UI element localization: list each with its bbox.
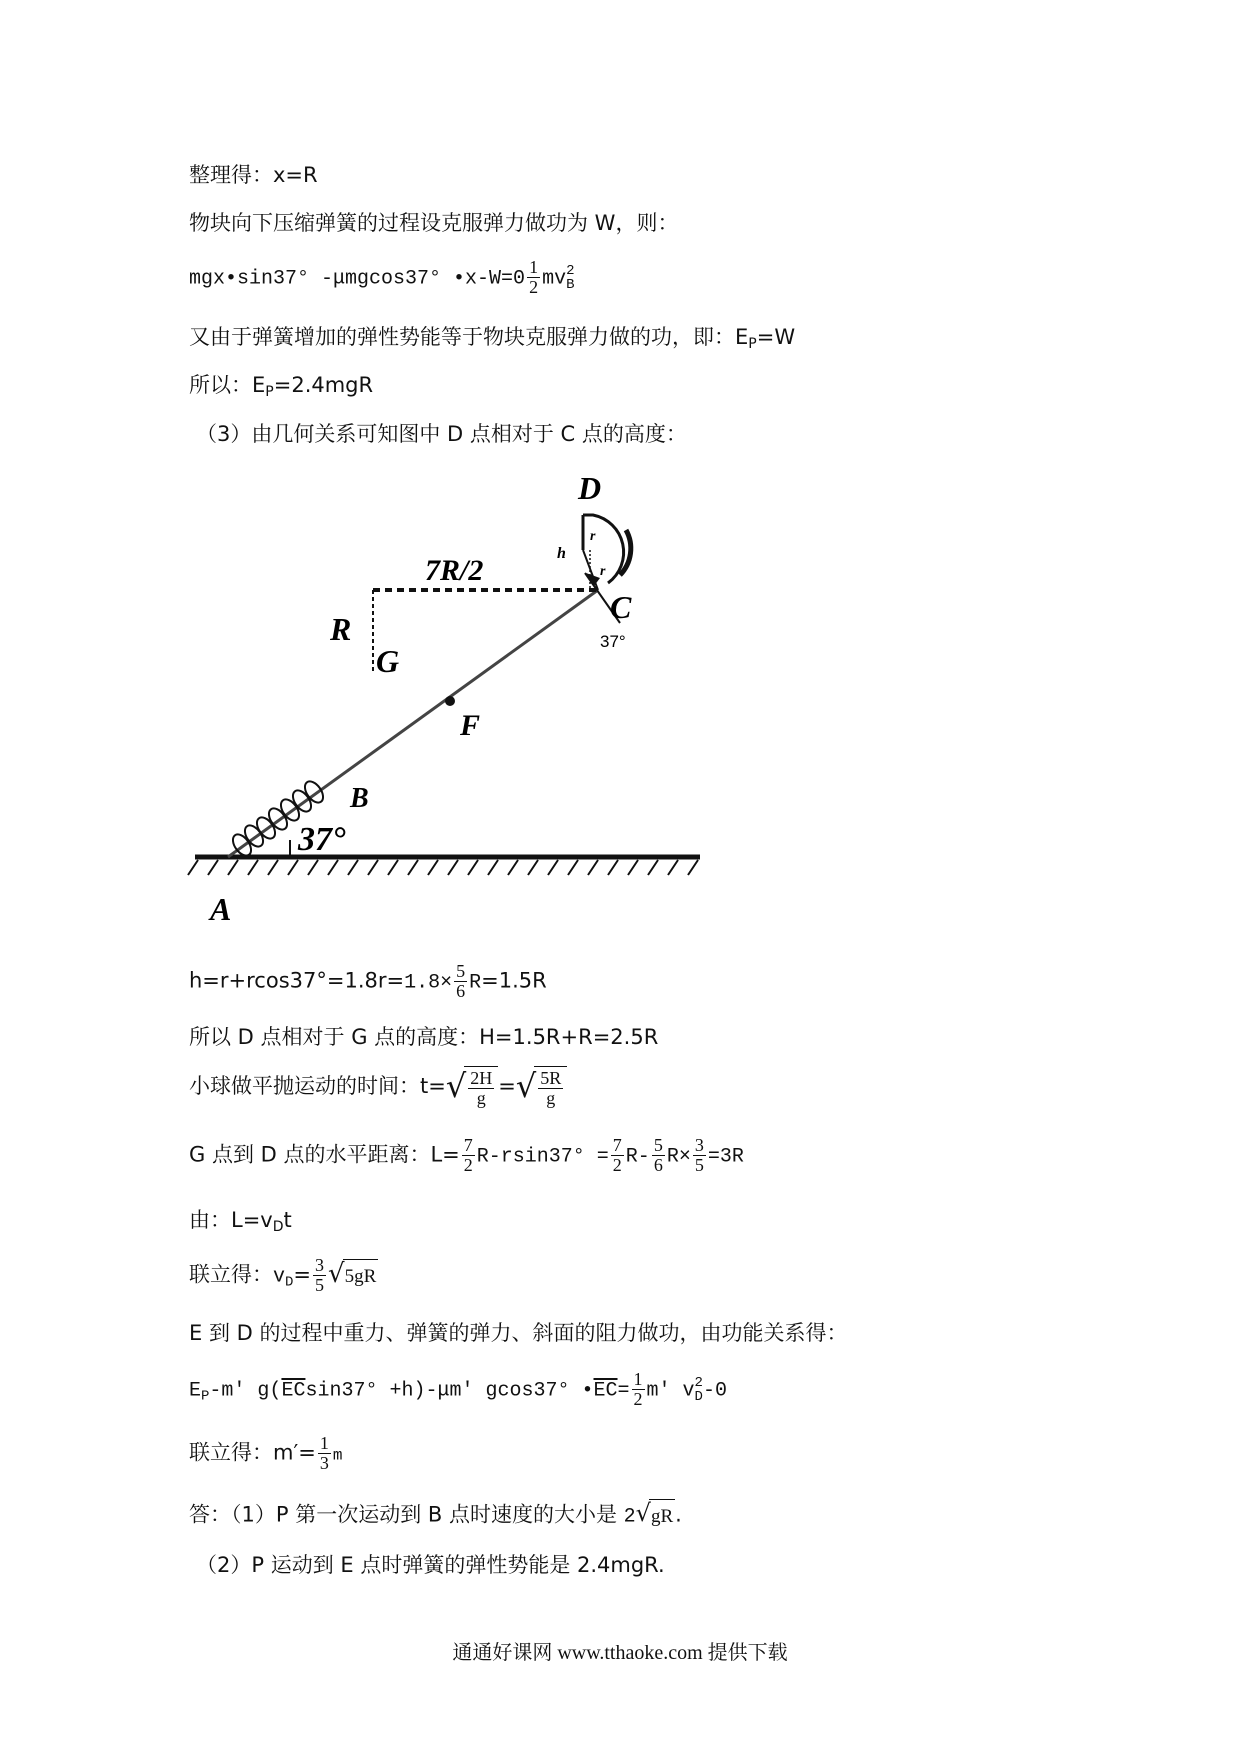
label-r: R xyxy=(330,611,352,647)
frac-num: 3 xyxy=(315,1255,325,1275)
text-b: R-rsin37° = xyxy=(476,1145,609,1169)
sup: 2 xyxy=(566,262,575,279)
sub: D xyxy=(272,1219,284,1235)
label-d: D xyxy=(578,470,602,506)
eq: = xyxy=(617,1379,630,1403)
radicand: gR xyxy=(649,1499,675,1532)
frac-num: 5 xyxy=(456,961,466,981)
point-f xyxy=(445,696,455,706)
sub: D xyxy=(285,1274,294,1291)
eq-right: mv xyxy=(542,267,567,291)
text-b: -m′ g( xyxy=(209,1379,282,1403)
text: 所以：E xyxy=(189,373,266,397)
line-7 xyxy=(189,962,547,1001)
m: m xyxy=(332,1446,343,1465)
eq: = xyxy=(293,1262,312,1287)
physics-diagram xyxy=(180,455,720,945)
coef: 2 xyxy=(623,1505,636,1529)
line-1: 整理得：x=R xyxy=(189,163,318,187)
ec-2: $\overline{EC}$ xyxy=(593,1379,618,1403)
text-f: -0 xyxy=(702,1379,727,1403)
frac-num: 5 xyxy=(653,1135,663,1155)
ground-hatch xyxy=(188,860,698,875)
line-13: E 到 D 的过程中重力、弹簧的弹力、斜面的阻力做功，由功能关系得： xyxy=(189,1321,848,1345)
text: 由：L=v xyxy=(189,1208,273,1232)
line-9 xyxy=(189,1066,567,1108)
frac-2 xyxy=(611,1136,624,1175)
frac-den: 2 xyxy=(463,1155,473,1175)
text: h=r+rcos37°=1.8r= xyxy=(189,968,405,993)
label-37-small: 37° xyxy=(600,632,626,651)
text: 又由于弹簧增加的弹性势能等于物块克服弹力做的功，即：E xyxy=(189,325,749,349)
line-5 xyxy=(189,370,373,407)
text: 联立得： xyxy=(189,1262,273,1287)
frac-num: 1 xyxy=(529,257,539,277)
frac-den: 2 xyxy=(529,277,539,297)
fraction xyxy=(632,1370,645,1409)
label-h: h xyxy=(557,545,566,562)
v: v xyxy=(273,1265,286,1289)
text: 答：（1）P 第一次运动到 B 点时速度的大小是 xyxy=(189,1502,624,1527)
sqrt-2: √ $\frac{5R}{g}$ xyxy=(516,1066,567,1108)
incline-line xyxy=(228,590,598,857)
label-a: A xyxy=(210,891,232,927)
frac-den: 5 xyxy=(315,1275,325,1295)
eq: = xyxy=(498,1074,516,1098)
text: 联立得：m′= xyxy=(189,1440,316,1465)
line-14 xyxy=(189,1370,727,1412)
frac-num: 7 xyxy=(612,1135,622,1155)
sqrt: √ gR xyxy=(636,1499,675,1532)
sub: P xyxy=(201,1388,210,1405)
text: 小球做平抛运动的时间：t= xyxy=(189,1074,446,1098)
frac-4 xyxy=(693,1136,706,1175)
label-g: G xyxy=(376,643,400,679)
frac-den: 6 xyxy=(456,981,466,1001)
fraction xyxy=(318,1434,331,1473)
label-c: C xyxy=(610,589,632,625)
frac-den: 3 xyxy=(319,1453,329,1473)
ep: E xyxy=(189,1379,202,1403)
line-15 xyxy=(189,1434,342,1473)
footer: 通通好课网 www.tthaoke.com 提供下载 xyxy=(452,1642,788,1664)
text-end: t xyxy=(283,1208,292,1232)
frac-3 xyxy=(652,1136,665,1175)
frac-num: 1 xyxy=(319,1433,329,1453)
radicand: 5gR xyxy=(343,1259,379,1292)
text-mono-r: R xyxy=(469,971,482,995)
fraction xyxy=(454,962,467,1001)
frac-den: 2 xyxy=(633,1389,643,1409)
frac-num: 3 xyxy=(694,1135,704,1155)
period: . xyxy=(675,1502,682,1527)
label-f: F xyxy=(460,709,481,742)
ec-1: $\overline{EC}$ xyxy=(281,1379,306,1403)
line-6: （3）由几何关系可知图中 D 点相对于 C 点的高度： xyxy=(196,422,687,446)
line-17: （2）P 运动到 E 点时弹簧的弹性势能是 2.4mgR. xyxy=(196,1553,665,1577)
line-12 xyxy=(189,1256,378,1298)
sub2: D xyxy=(694,1388,703,1405)
text-c: sin37° +h)-μm′ gcos37° • xyxy=(305,1379,594,1403)
sqrt-1: √ $\frac{2H}{g}$ xyxy=(446,1066,498,1108)
text-end: =2.4mgR xyxy=(273,373,374,397)
sup: 2 xyxy=(694,1374,703,1391)
frac-den: 2 xyxy=(612,1155,622,1175)
frac-den: g xyxy=(546,1088,556,1108)
sub: P xyxy=(265,384,274,400)
sqrt: √ 5gR xyxy=(328,1259,378,1292)
line-11 xyxy=(189,1205,292,1242)
frac-num: 7 xyxy=(463,1135,473,1155)
text-e: m′ v xyxy=(646,1379,695,1403)
text-e: =3R xyxy=(707,1145,744,1169)
frac-num: 1 xyxy=(633,1369,643,1389)
label-7r2: 7R/2 xyxy=(425,554,484,587)
text-mono: 1.8× xyxy=(404,971,453,995)
sub: P xyxy=(748,336,757,352)
text-end: =W xyxy=(756,325,796,349)
eq-left: mgx•sin37° -μmgcos37° •x-W=0 xyxy=(189,267,526,291)
label-r1: r xyxy=(590,529,596,544)
fraction xyxy=(313,1256,326,1295)
line-10 xyxy=(189,1136,744,1175)
frac-den: 6 xyxy=(653,1155,663,1175)
text: G 点到 D 点的水平距离：L= xyxy=(189,1142,460,1167)
frac-1 xyxy=(462,1136,475,1175)
line-4 xyxy=(189,322,795,359)
line-3-equation xyxy=(189,258,574,297)
frac-num: 2H xyxy=(470,1068,493,1088)
label-b: B xyxy=(350,783,369,814)
label-r2: r xyxy=(600,564,606,579)
line-2: 物块向下压缩弹簧的过程设克服弹力做功为 W，则： xyxy=(189,211,679,235)
frac-den: 5 xyxy=(694,1155,704,1175)
fraction xyxy=(527,258,540,297)
text-d: R× xyxy=(666,1145,691,1169)
frac-den: g xyxy=(476,1088,486,1108)
text-end: =1.5R xyxy=(481,968,547,993)
label-37-big: 37° xyxy=(298,821,346,858)
sub: B xyxy=(566,276,575,293)
frac-num: 5R xyxy=(540,1068,562,1088)
text-c: R- xyxy=(625,1145,650,1169)
line-8: 所以 D 点相对于 G 点的高度：H=1.5R+R=2.5R xyxy=(189,1025,659,1049)
line-16 xyxy=(189,1499,682,1533)
